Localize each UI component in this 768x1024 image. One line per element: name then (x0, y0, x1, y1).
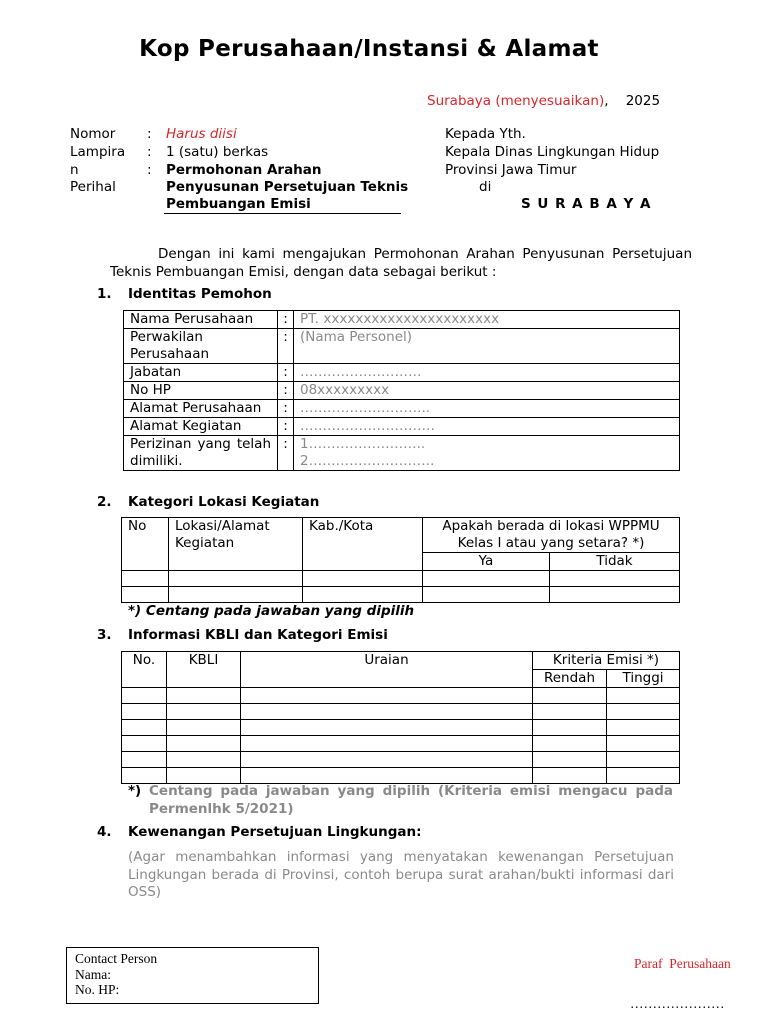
table-row (122, 720, 680, 736)
perihal-line-2: Penyusunan Persetujuan Teknis (166, 179, 409, 195)
place-date (427, 93, 660, 109)
identity-colon: : (278, 329, 294, 364)
lampiran-label-2: n (70, 162, 79, 178)
section-3-number: 3. (97, 627, 112, 643)
header-wppmu: Apakah berada di lokasi WPPMU Kelas I atau yang setara? *) (423, 518, 680, 553)
cell[interactable] (241, 768, 533, 784)
section-4-number: 4. (97, 824, 112, 840)
identity-value: ……………………….. (294, 400, 680, 418)
cell[interactable] (533, 704, 607, 720)
contact-box (66, 947, 319, 1004)
cell[interactable] (122, 768, 167, 784)
cell[interactable] (533, 768, 607, 784)
table-row (124, 418, 680, 436)
identity-colon: : (278, 311, 294, 329)
header-uraian: Uraian (241, 652, 533, 688)
cell[interactable] (167, 704, 241, 720)
cell[interactable] (167, 720, 241, 736)
header-lokasi: Lokasi/Alamat Kegiatan (169, 518, 303, 571)
location-table (121, 517, 680, 603)
cell[interactable] (122, 587, 169, 603)
section-4-title: Kewenangan Persetujuan Lingkungan: (128, 824, 422, 840)
section-2-note: *) Centang pada jawaban yang dipilih (128, 603, 415, 619)
identity-label: Alamat Perusahaan (124, 400, 278, 418)
lampiran-value: 1 (satu) berkas (166, 144, 269, 160)
header-tinggi: Tinggi (607, 670, 680, 688)
cell[interactable] (533, 752, 607, 768)
perihal-label: Perihal (70, 179, 116, 195)
cell[interactable] (607, 704, 680, 720)
cell[interactable] (241, 736, 533, 752)
cell[interactable] (241, 752, 533, 768)
identity-label: Jabatan (124, 364, 278, 382)
section-1-number: 1. (97, 286, 112, 302)
cell[interactable] (122, 752, 167, 768)
identity-value: ……………………… (294, 364, 680, 382)
identity-label: Perizinan yang telah dimiliki. (124, 436, 278, 471)
cell[interactable] (122, 688, 167, 704)
intro-line-1: Dengan ini kami mengajukan Permohonan Arahan Penyusunan Persetujuan (158, 246, 692, 262)
intro-line-2: Teknis Pembuangan Emisi, dengan data sebagai berikut : (110, 264, 497, 280)
contact-line-1: Contact Person (75, 951, 158, 966)
recipient-line-3: Provinsi Jawa Timur (445, 162, 577, 178)
lampiran-label-1: Lampira (70, 144, 126, 160)
header-tidak: Tidak (550, 553, 680, 571)
cell[interactable] (167, 752, 241, 768)
cell[interactable] (122, 704, 167, 720)
identity-colon: : (278, 418, 294, 436)
header-kbli: KBLI (167, 652, 241, 688)
recipient-city: S U R A B A Y A (521, 196, 652, 212)
table-row (124, 382, 680, 400)
identity-colon: : (278, 436, 294, 471)
cell[interactable] (169, 587, 303, 603)
section-3-note: Centang pada jawaban yang dipilih (Kriteria emisi mengacu pada Permenlhk 5/2021) (149, 783, 673, 817)
place-sep: , (604, 93, 609, 109)
perizinan-value-2: 2………………………. (300, 453, 435, 469)
cell[interactable] (550, 571, 680, 587)
table-row (122, 768, 680, 784)
contact-line-3: No. HP: (75, 982, 120, 997)
identity-colon: : (278, 364, 294, 382)
perizinan-value-1: 1…………………….. (300, 436, 426, 452)
cell[interactable] (122, 571, 169, 587)
contact-line-2: Nama: (75, 966, 111, 982)
header-kab: Kab./Kota (303, 518, 423, 571)
identity-colon: : (278, 400, 294, 418)
table-row (122, 752, 680, 768)
recipient-line-2: Kepala Dinas Lingkungan Hidup (445, 144, 660, 160)
table-row (124, 329, 680, 364)
table-row (122, 704, 680, 720)
header-no: No (122, 518, 169, 571)
identity-label: Alamat Kegiatan (124, 418, 278, 436)
perihal-colon: : (147, 162, 152, 178)
page-title: Kop Perusahaan/Instansi & Alamat (139, 36, 599, 62)
cell[interactable] (607, 736, 680, 752)
section-4-text: (Agar menambahkan informasi yang menyatakan kewenangan Persetujuan Lingkungan berada di Provinsi, contoh berupa surat arahan/bukti informasi dari OSS) (128, 849, 674, 900)
table-row (122, 652, 680, 670)
cell[interactable] (303, 587, 423, 603)
cell[interactable] (607, 752, 680, 768)
cell[interactable] (167, 736, 241, 752)
cell[interactable] (550, 587, 680, 603)
nomor-value: Harus diisi (166, 126, 237, 142)
perihal-line-3: Pembuangan Emisi (166, 196, 311, 212)
section-3-title: Informasi KBLI dan Kategori Emisi (128, 627, 388, 643)
signature-label: Paraf Perusahaan (634, 956, 731, 971)
header-ya: Ya (423, 553, 550, 571)
identity-label: No HP (124, 382, 278, 400)
recipient-line-4: di (479, 179, 492, 195)
cell[interactable] (533, 688, 607, 704)
cell[interactable] (533, 720, 607, 736)
header-kriteria: Kriteria Emisi *) (533, 652, 680, 670)
perihal-line-1: Permohonan Arahan (166, 162, 322, 178)
table-row (124, 364, 680, 382)
table-row (124, 400, 680, 418)
identity-label: Perwakilan Perusahaan (124, 329, 278, 364)
table-row (122, 736, 680, 752)
header-rendah: Rendah (533, 670, 607, 688)
cell[interactable] (241, 688, 533, 704)
cell[interactable] (533, 736, 607, 752)
cell[interactable] (607, 688, 680, 704)
section-2-title: Kategori Lokasi Kegiatan (128, 494, 320, 510)
lampiran-colon: : (147, 144, 152, 160)
table-row (122, 571, 680, 587)
section-2-number: 2. (97, 494, 112, 510)
cell[interactable] (167, 688, 241, 704)
place: Surabaya (menyesuaikan) (427, 93, 605, 109)
table-row (122, 587, 680, 603)
signature-dots: ………………… (630, 996, 725, 1011)
recipient-line-1: Kepada Yth. (445, 126, 526, 142)
identity-table (123, 310, 680, 471)
cell[interactable] (607, 768, 680, 784)
cell[interactable] (122, 736, 167, 752)
identity-value: 08xxxxxxxxx (294, 382, 680, 400)
section-3-note-star: *) (128, 783, 142, 799)
cell[interactable] (169, 571, 303, 587)
section-1-title: Identitas Pemohon (128, 286, 272, 302)
cell[interactable] (241, 720, 533, 736)
perihal-underline (164, 213, 401, 214)
perizinan-values (294, 436, 680, 471)
identity-label: Nama Perusahaan (124, 311, 278, 329)
table-row (124, 436, 680, 471)
cell[interactable] (423, 571, 550, 587)
identity-value: (Nama Personel) (294, 329, 680, 364)
cell[interactable] (423, 587, 550, 603)
year: 2025 (625, 93, 661, 109)
identity-value: ………………………… (294, 418, 680, 436)
nomor-colon: : (147, 126, 152, 142)
cell[interactable] (607, 720, 680, 736)
cell[interactable] (122, 720, 167, 736)
table-row (124, 311, 680, 329)
identity-value: PT. xxxxxxxxxxxxxxxxxxxxxx (294, 311, 680, 329)
cell[interactable] (241, 704, 533, 720)
table-row (122, 518, 680, 553)
identity-colon: : (278, 382, 294, 400)
cell[interactable] (167, 768, 241, 784)
cell[interactable] (303, 571, 423, 587)
nomor-label: Nomor (70, 126, 116, 142)
header-no: No. (122, 652, 167, 688)
kbli-table (121, 651, 680, 784)
table-row (122, 688, 680, 704)
